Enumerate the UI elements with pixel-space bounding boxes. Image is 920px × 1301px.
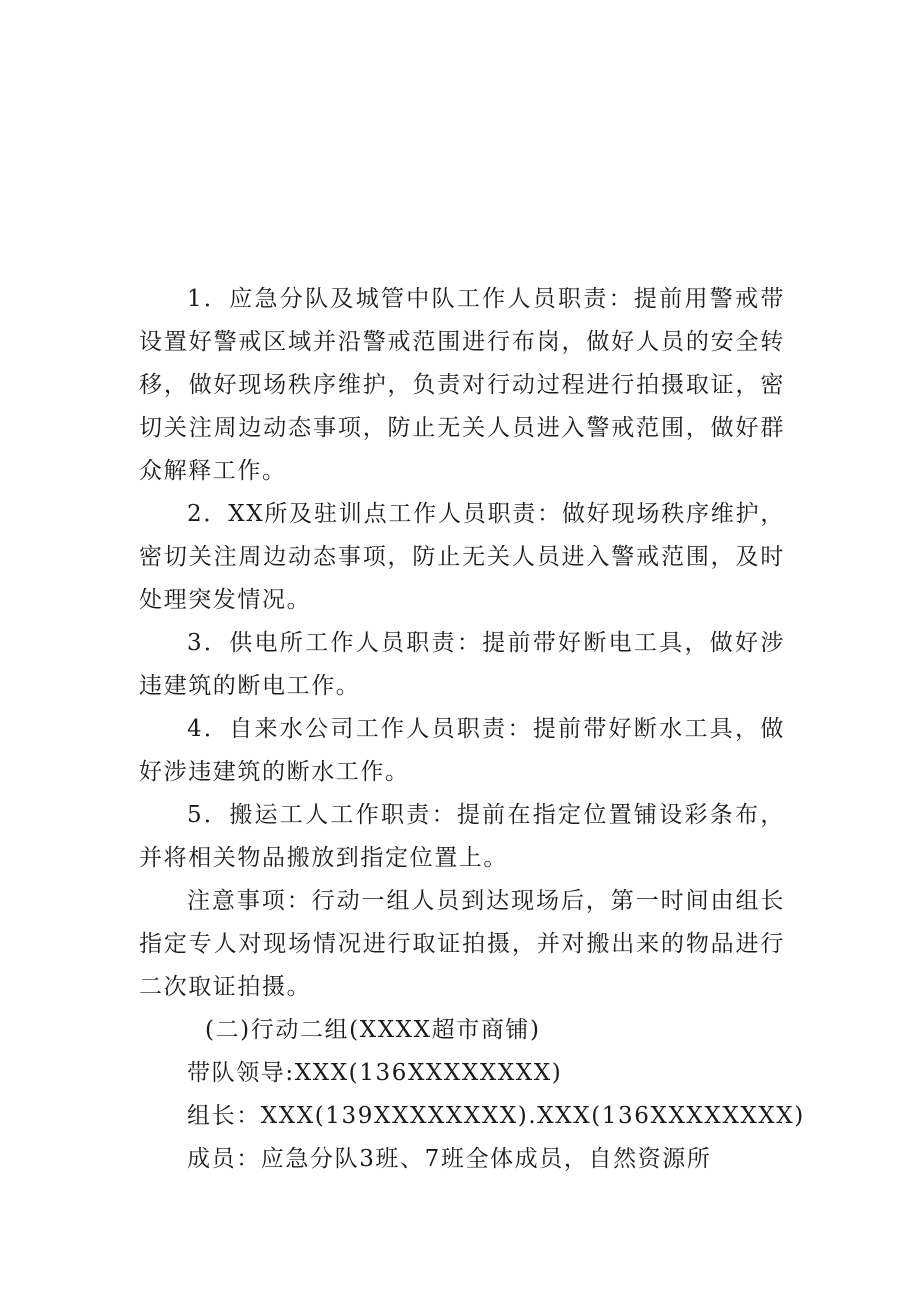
section-heading: (二)行动二组(XXXX超市商铺): [205, 1017, 541, 1043]
notice-paragraph: 注意事项：行动一组人员到达现场后，第一时间由组长指定专人对现场情况进行取证拍摄，并对搬出来的物品进行二次取证拍摄。: [139, 888, 785, 1000]
duty-paragraph-4: 4．自来水公司工作人员职责：提前带好断水工具，做好涉违建筑的断水工作。: [139, 716, 785, 785]
duty-paragraph-3: 3．供电所工作人员职责：提前带好断电工具，做好涉违建筑的断电工作。: [139, 630, 785, 699]
duty-paragraph-2: 2．XX所及驻训点工作人员职责：做好现场秩序维护，密切关注周边动态事项，防止无关人员进入警戒范围，及时处理突发情况。: [139, 501, 785, 613]
duty-paragraph-5: 5．搬运工人工作职责：提前在指定位置铺设彩条布，并将相关物品搬放到指定位置上。: [139, 802, 785, 871]
document-body: [139, 278, 805, 1181]
duty-paragraph-1: 1．应急分队及城管中队工作人员职责：提前用警戒带设置好警戒区域并沿警戒范围进行布岗，做好人员的安全转移，做好现场秩序维护，负责对行动过程进行拍摄取证，密切关注周边动态事项，防止无关人员进入警戒范围，做好群众解释工作。: [139, 286, 785, 484]
group-leader-line: 组长：XXX(139XXXXXXXX).XXX(136XXXXXXXX): [187, 1103, 805, 1129]
team-leader-line: 带队领导:XXX(136XXXXXXXX): [187, 1060, 563, 1086]
members-line: 成员：应急分队3班、7班全体成员，自然资源所: [187, 1146, 712, 1172]
